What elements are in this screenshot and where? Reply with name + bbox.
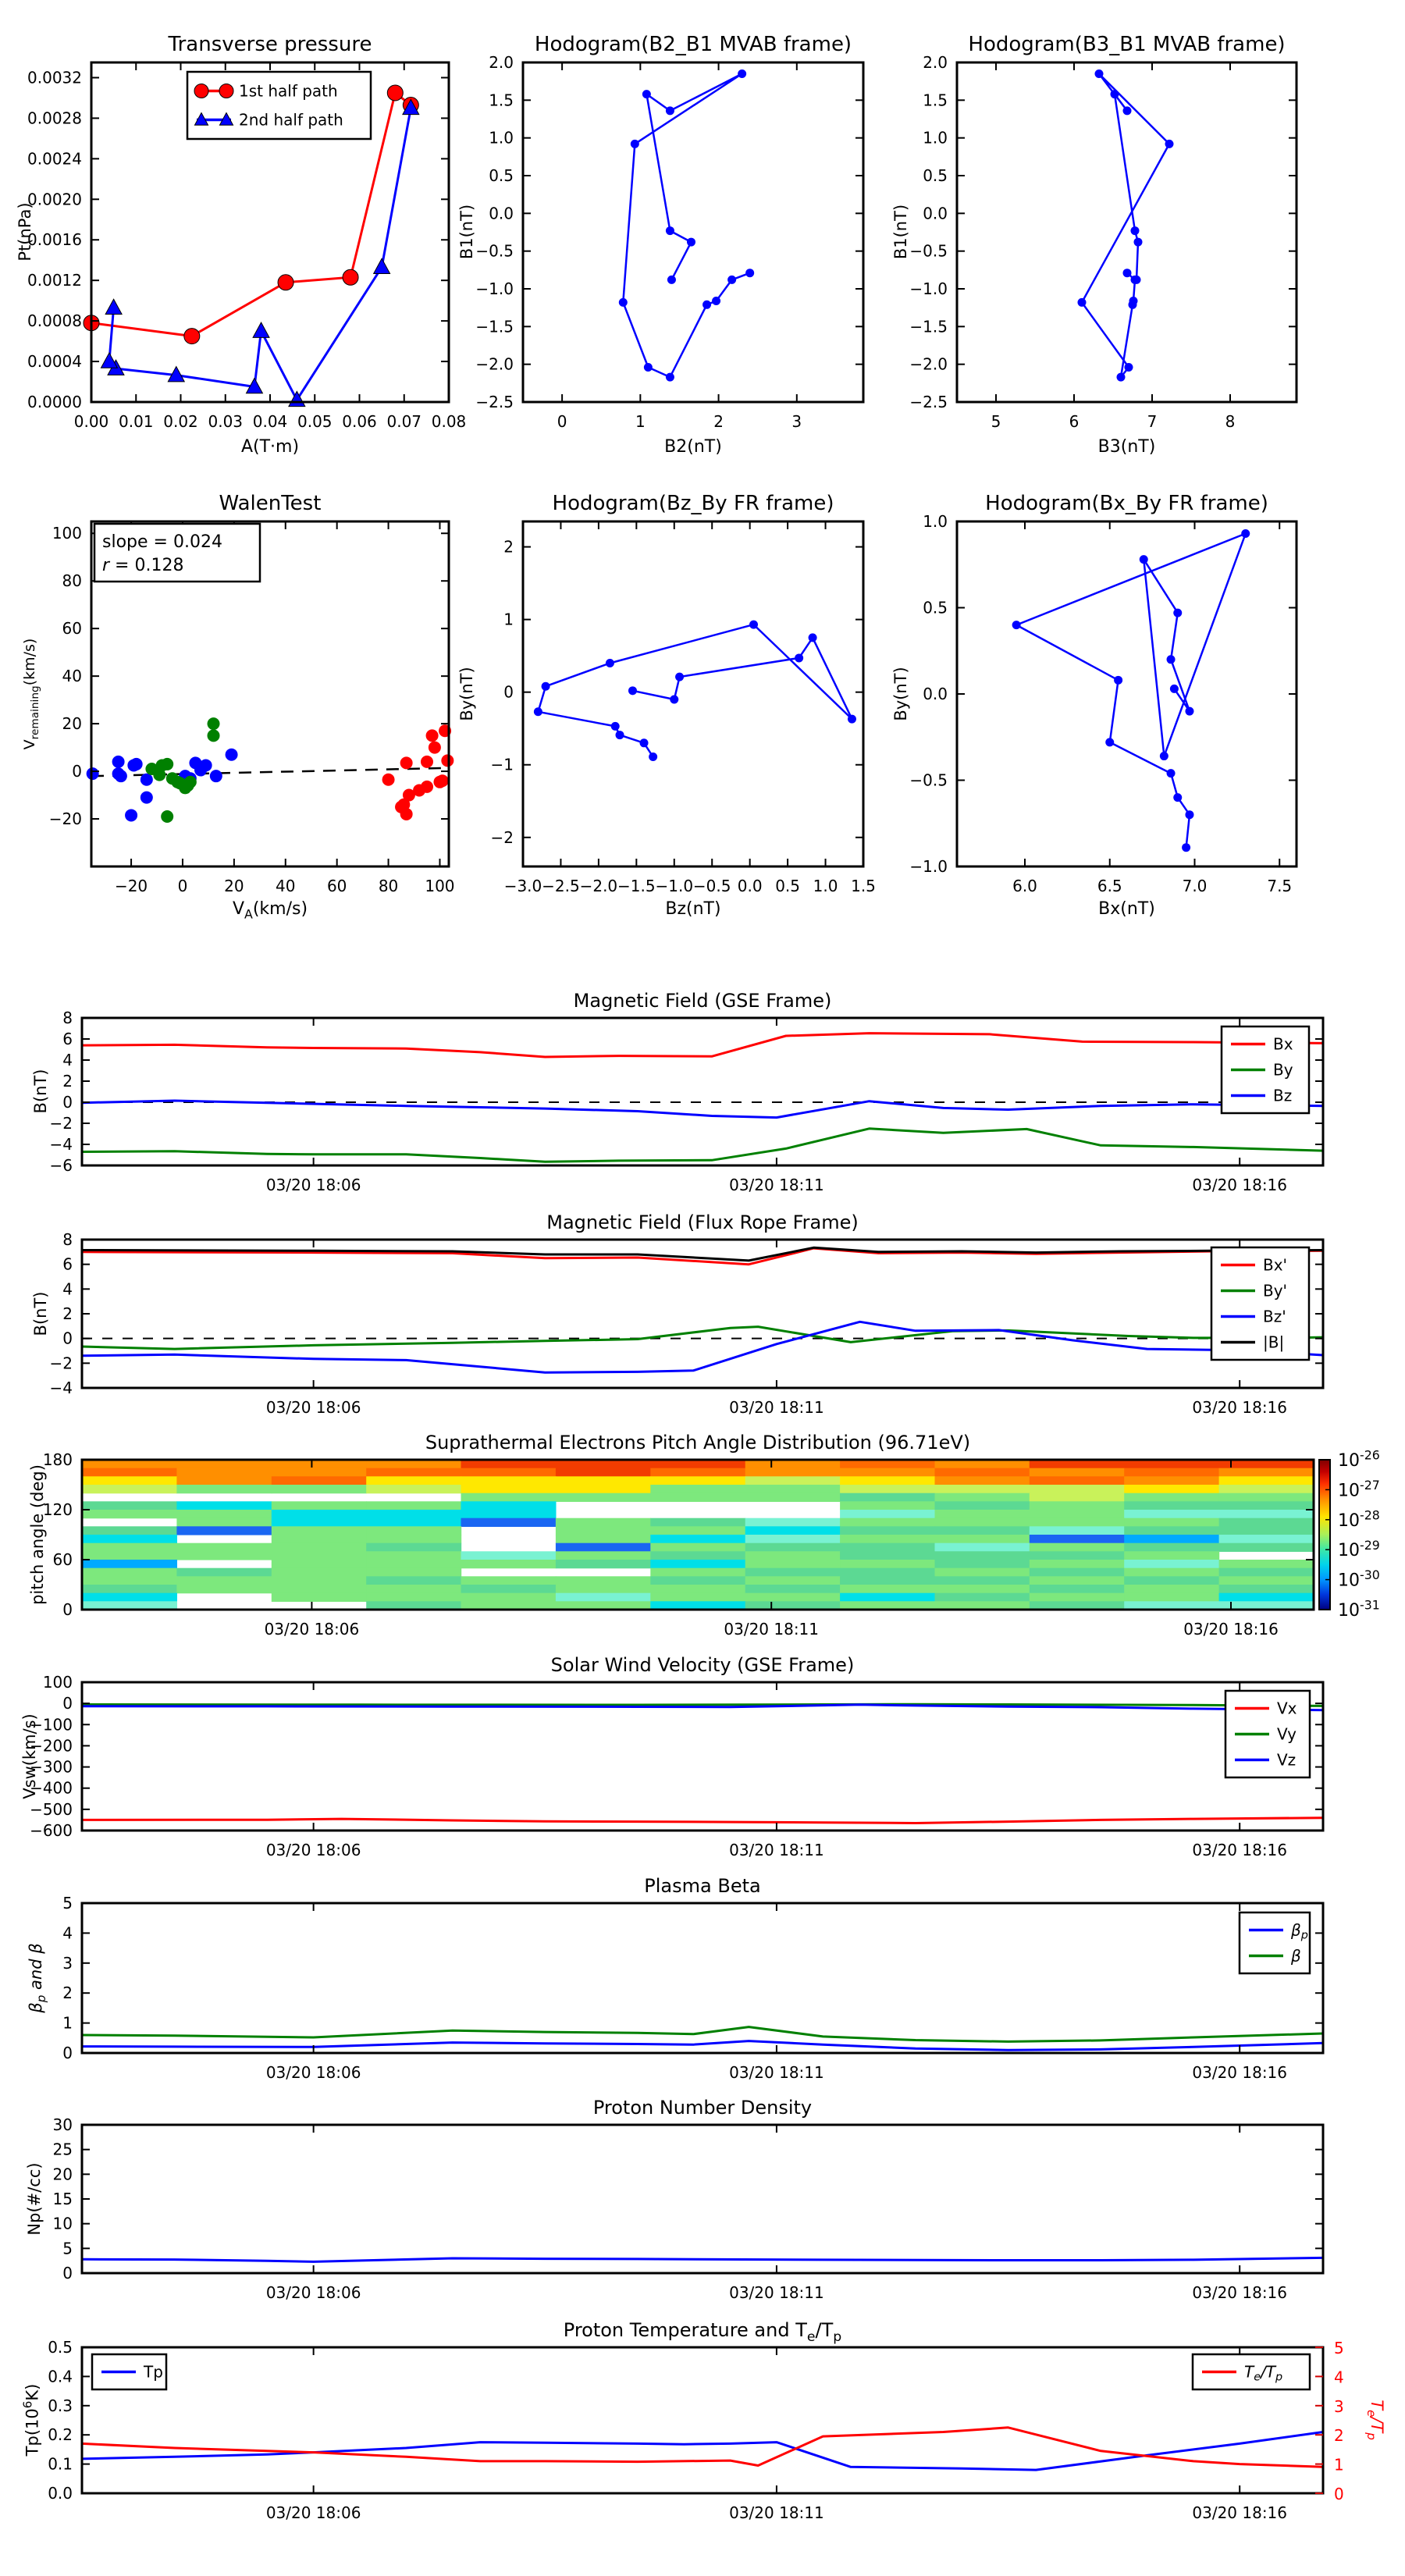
svg-text:0.0: 0.0 — [923, 685, 948, 703]
svg-text:0.2: 0.2 — [48, 2425, 73, 2445]
panel-hodogram-bz-by-plot — [491, 521, 876, 895]
svg-text:−0.5: −0.5 — [692, 877, 731, 895]
svg-text:Vx: Vx — [1277, 1699, 1297, 1718]
svg-text:03/20 18:06: 03/20 18:06 — [264, 1620, 360, 1638]
svg-text:40: 40 — [276, 877, 296, 895]
svg-text:0.01: 0.01 — [118, 412, 154, 431]
svg-text:0: 0 — [62, 2264, 73, 2282]
svg-text:0.0032: 0.0032 — [27, 68, 82, 87]
svg-text:03/20 18:16: 03/20 18:16 — [1192, 1176, 1288, 1194]
svg-text:0.0016: 0.0016 — [27, 230, 82, 250]
svg-text:10-29: $10^{-29}$ — [1338, 1537, 1380, 1561]
panel-title-hodogram-b2-b1: Hodogram(B2_B1 MVAB frame) — [534, 33, 852, 56]
svg-text:60: 60 — [326, 877, 347, 895]
svg-text:10-28: $10^{-28}$ — [1338, 1507, 1380, 1531]
svg-text:3: 3 — [1334, 2396, 1344, 2416]
yaxis-label-hodogram-b3-b1: B1(nT) — [891, 204, 910, 260]
xaxis-label-hodogram-bz-by: Bz(nT) — [665, 899, 721, 919]
svg-text:6.0: 6.0 — [1012, 877, 1037, 895]
svg-text:1.0: 1.0 — [923, 128, 948, 148]
svg-text:80: 80 — [62, 571, 82, 591]
svg-text:0.0020: 0.0020 — [27, 190, 82, 209]
panel-title-plasma-beta: Plasma Beta — [644, 1875, 761, 1897]
panel-b-gse-plot — [50, 1009, 1323, 1194]
svg-text:1st half path: 1st half path — [239, 81, 338, 101]
svg-text:Bx': Bx' — [1263, 1255, 1288, 1275]
svg-text:1: 1 — [1334, 2455, 1344, 2475]
svg-text:7: 7 — [1147, 412, 1158, 431]
svg-text:Te/Tp: $T_e/T_p$ — [1244, 2362, 1283, 2384]
svg-text:1.0: 1.0 — [923, 512, 948, 531]
svg-text:7.0: 7.0 — [1182, 877, 1208, 895]
svg-text:−100: −100 — [30, 1715, 73, 1735]
panel-title-proton-temperature: Proton Temperature and $T_e/T_p$ — [563, 2319, 842, 2345]
panel-b-flux-rope-plot — [50, 1230, 1323, 1417]
svg-text:0.0: 0.0 — [737, 877, 763, 895]
svg-text:0: 0 — [62, 1093, 73, 1112]
panel-transverse-pressure-plot — [27, 62, 466, 431]
svg-text:6: 6 — [1069, 412, 1080, 431]
svg-text:−200: −200 — [30, 1736, 73, 1756]
svg-text:25: 25 — [52, 2140, 73, 2159]
svg-text:0.05: 0.05 — [297, 412, 333, 431]
yaxis-label-vsw: Vsw(km/s) — [20, 1713, 39, 1799]
yaxis-label-b-flux-rope: B(nT) — [31, 1291, 50, 1336]
svg-text:−4: −4 — [49, 1135, 73, 1154]
svg-text:03/20 18:06: 03/20 18:06 — [265, 2063, 361, 2082]
svg-text:−500: −500 — [30, 1799, 73, 1819]
svg-text:2: 2 — [62, 1984, 73, 2003]
yaxis-label-te-tp-right: $T_e/T_p$ — [1364, 2400, 1387, 2440]
svg-text:2: 2 — [1334, 2426, 1344, 2446]
svg-text:6: 6 — [62, 1254, 73, 1274]
svg-text:−400: −400 — [30, 1778, 73, 1798]
svg-text:5: 5 — [991, 412, 1001, 431]
panel-plasma-beta-plot — [62, 1894, 1323, 2082]
panel-hodogram-b2-b1-plot — [475, 53, 863, 431]
yaxis-label-walen-test: $V_{remaining}(km/s)$ — [21, 638, 41, 750]
svg-text:03/20 18:06: 03/20 18:06 — [265, 1841, 361, 1859]
svg-text:0: 0 — [177, 877, 188, 895]
svg-text:2: 2 — [62, 1304, 73, 1323]
svg-text:100: 100 — [52, 524, 82, 543]
svg-text:0.5: 0.5 — [923, 598, 948, 617]
svg-text:100: 100 — [42, 1673, 73, 1692]
svg-text:−2: −2 — [490, 827, 514, 847]
svg-text:7.5: 7.5 — [1267, 877, 1293, 895]
svg-text:2: 2 — [62, 1072, 73, 1091]
svg-text:−2: −2 — [49, 1114, 73, 1133]
svg-text:0: 0 — [72, 762, 82, 781]
svg-text:0.04: 0.04 — [252, 412, 288, 431]
svg-text:0: 0 — [503, 682, 514, 702]
svg-text:03/20 18:06: 03/20 18:06 — [265, 1176, 361, 1194]
svg-text:03/20 18:16: 03/20 18:16 — [1192, 2503, 1288, 2522]
svg-text:6: 6 — [62, 1030, 73, 1048]
xaxis-label-hodogram-b3-b1: B3(nT) — [1097, 437, 1156, 457]
panel-title-hodogram-bx-by: Hodogram(Bx_By FR frame) — [985, 492, 1268, 515]
svg-text:By: By — [1273, 1060, 1293, 1080]
svg-text:1: 1 — [62, 2013, 73, 2033]
svg-text:0: 0 — [557, 412, 567, 431]
svg-text:8: 8 — [62, 1230, 73, 1249]
svg-text:0.5: 0.5 — [489, 166, 514, 185]
svg-text:0.0: 0.0 — [48, 2484, 73, 2503]
panel-proton-temperature-plot — [48, 2338, 1344, 2522]
svg-text:−3.0: −3.0 — [503, 877, 542, 895]
panel-title-b-gse: Magnetic Field (GSE Frame) — [573, 990, 832, 1012]
svg-text:−1.5: −1.5 — [475, 317, 514, 336]
svg-text:180: 180 — [42, 1450, 73, 1469]
svg-text:0.07: 0.07 — [386, 412, 422, 431]
svg-text:−0.5: −0.5 — [909, 241, 948, 261]
svg-text:03/20 18:06: 03/20 18:06 — [265, 2503, 361, 2522]
svg-text:8: 8 — [62, 1009, 73, 1027]
xaxis-label-hodogram-b2-b1: B2(nT) — [664, 437, 722, 457]
svg-text:−2.5: −2.5 — [909, 393, 948, 411]
svg-text:5: 5 — [62, 2239, 73, 2258]
svg-text:−1: −1 — [490, 755, 514, 774]
svg-text:03/20 18:11: 03/20 18:11 — [724, 1620, 820, 1638]
svg-text:0.1: 0.1 — [48, 2454, 73, 2474]
panel-title-vsw: Solar Wind Velocity (GSE Frame) — [550, 1654, 855, 1676]
svg-text:4: 4 — [1334, 2368, 1344, 2387]
svg-text:8: 8 — [1225, 412, 1236, 431]
svg-text:1.0: 1.0 — [813, 877, 838, 895]
yaxis-label-proton-temperature: $Tp(10^6K)$ — [20, 2383, 42, 2457]
svg-text:−1.5: −1.5 — [909, 317, 948, 336]
svg-text:2.0: 2.0 — [489, 53, 514, 72]
svg-text:0.0012: 0.0012 — [27, 271, 82, 290]
svg-text:β: β — [1291, 1946, 1301, 1966]
xaxis-label-walen-test: $V_A(km/s)$ — [232, 899, 308, 922]
svg-text:−2.5: −2.5 — [475, 393, 514, 411]
svg-text:0: 0 — [62, 1329, 73, 1348]
svg-text:Bx: Bx — [1273, 1034, 1293, 1054]
svg-text:1.0: 1.0 — [489, 128, 514, 148]
svg-text:03/20 18:11: 03/20 18:11 — [729, 1176, 824, 1194]
svg-text:−2.0: −2.0 — [579, 877, 618, 895]
panel-title-b-flux-rope: Magnetic Field (Flux Rope Frame) — [546, 1212, 859, 1233]
svg-text:1.5: 1.5 — [923, 91, 948, 110]
svg-text:60: 60 — [62, 619, 82, 639]
panel-title-hodogram-b3-b1: Hodogram(B3_B1 MVAB frame) — [968, 33, 1286, 56]
svg-text:1: 1 — [635, 412, 646, 431]
svg-text:100: 100 — [425, 877, 455, 895]
svg-text:10-26: $10^{-26}$ — [1338, 1447, 1380, 1471]
panel-title-hodogram-bz-by: Hodogram(Bz_By FR frame) — [552, 492, 834, 515]
svg-text:0.0008: 0.0008 — [27, 311, 82, 331]
yaxis-label-hodogram-bz-by: By(nT) — [457, 667, 476, 721]
svg-text:2: 2 — [503, 537, 514, 557]
svg-text:Bz: Bz — [1273, 1086, 1293, 1105]
svg-text:0: 0 — [62, 1600, 73, 1619]
svg-text:80: 80 — [378, 877, 399, 895]
svg-text:0.06: 0.06 — [342, 412, 377, 431]
svg-text:−6: −6 — [49, 1156, 73, 1175]
svg-text:−4: −4 — [49, 1379, 73, 1397]
svg-text:20: 20 — [52, 2165, 73, 2184]
svg-text:Vz: Vz — [1277, 1750, 1297, 1770]
svg-text:6.5: 6.5 — [1097, 877, 1122, 895]
panel-title-proton-density: Proton Number Density — [592, 2097, 813, 2119]
xaxis-label-hodogram-bx-by: Bx(nT) — [1098, 899, 1155, 919]
panel-title-electron-pad: Suprathermal Electrons Pitch Angle Distribution (96.71eV) — [425, 1432, 971, 1453]
svg-text:0: 0 — [62, 2044, 73, 2062]
svg-text:−2.5: −2.5 — [542, 877, 580, 895]
svg-text:0.5: 0.5 — [923, 166, 948, 185]
panel-title-transverse-pressure: Transverse pressure — [168, 33, 372, 56]
svg-text:0.0: 0.0 — [923, 204, 948, 223]
svg-text:0: 0 — [62, 1694, 73, 1713]
svg-text:10-27: $10^{-27}$ — [1338, 1478, 1380, 1501]
svg-text:4: 4 — [62, 1279, 73, 1299]
svg-text:2.0: 2.0 — [923, 53, 948, 72]
svg-text:20: 20 — [62, 714, 82, 734]
svg-text:−1.0: −1.0 — [655, 877, 694, 895]
yaxis-label-transverse-pressure: Pt(nPa) — [16, 202, 34, 262]
svg-text:03/20 18:11: 03/20 18:11 — [729, 2283, 824, 2302]
svg-text:0.0004: 0.0004 — [27, 352, 82, 372]
yaxis-label-hodogram-b2-b1: B1(nT) — [457, 204, 476, 260]
panel-proton-density-plot — [53, 2115, 1323, 2302]
yaxis-label-hodogram-bx-by: By(nT) — [891, 667, 910, 721]
svg-text:−1.5: −1.5 — [617, 877, 656, 895]
panel-electron-pad-plot — [43, 1448, 1380, 1638]
svg-text:03/20 18:06: 03/20 18:06 — [265, 2283, 361, 2302]
svg-text:−0.5: −0.5 — [475, 241, 514, 261]
svg-text:10: 10 — [52, 2214, 73, 2233]
svg-text:5: 5 — [1334, 2339, 1344, 2357]
svg-text:10-30: $10^{-30}$ — [1338, 1567, 1380, 1591]
yaxis-label-b-gse: B(nT) — [31, 1069, 50, 1114]
svg-text:0.0024: 0.0024 — [27, 149, 82, 169]
svg-text:120: 120 — [42, 1500, 73, 1519]
svg-text:βp: $\beta_p$ — [1291, 1920, 1308, 1942]
svg-text:03/20 18:11: 03/20 18:11 — [729, 2503, 824, 2522]
svg-text:−600: −600 — [30, 1821, 73, 1840]
svg-text:20: 20 — [224, 877, 244, 895]
svg-text:0.4: 0.4 — [48, 2367, 73, 2386]
svg-text:03/20 18:16: 03/20 18:16 — [1192, 1841, 1288, 1859]
svg-text:1: 1 — [503, 610, 514, 629]
svg-text:03/20 18:16: 03/20 18:16 — [1192, 1398, 1288, 1417]
svg-text:0.03: 0.03 — [208, 412, 244, 431]
svg-text:15: 15 — [52, 2190, 73, 2208]
svg-text:03/20 18:11: 03/20 18:11 — [729, 2063, 824, 2082]
svg-text:5: 5 — [62, 1894, 73, 1912]
svg-text:3: 3 — [791, 412, 802, 431]
svg-text:−1.0: −1.0 — [909, 279, 948, 298]
svg-text:0.00: 0.00 — [73, 412, 109, 431]
svg-text:−300: −300 — [30, 1757, 73, 1777]
svg-text:3: 3 — [62, 1953, 73, 1973]
svg-text:r = 0.128: r = 0.128 — [102, 556, 184, 575]
yaxis-label-electron-pad: pitch angle (deg) — [28, 1464, 47, 1605]
yaxis-label-proton-density: Np(#/cc) — [25, 2162, 44, 2236]
svg-text:0.3: 0.3 — [48, 2396, 73, 2415]
panel-hodogram-bx-by-plot — [909, 512, 1297, 895]
svg-text:1.5: 1.5 — [489, 91, 514, 110]
svg-text:slope = 0.024: slope = 0.024 — [102, 532, 222, 552]
svg-text:40: 40 — [62, 667, 82, 686]
svg-text:−0.5: −0.5 — [909, 770, 948, 790]
svg-text:03/20 18:11: 03/20 18:11 — [729, 1398, 824, 1417]
svg-text:|B|: |B| — [1263, 1332, 1285, 1352]
svg-text:0: 0 — [1334, 2485, 1344, 2503]
svg-text:60: 60 — [52, 1550, 73, 1569]
svg-text:0.0000: 0.0000 — [27, 393, 82, 411]
svg-text:By': By' — [1263, 1281, 1288, 1300]
svg-text:03/20 18:06: 03/20 18:06 — [265, 1398, 361, 1417]
svg-text:0.0: 0.0 — [489, 204, 514, 223]
svg-text:Vy: Vy — [1277, 1724, 1297, 1744]
svg-text:−1.0: −1.0 — [909, 857, 948, 876]
svg-text:03/20 18:11: 03/20 18:11 — [729, 1841, 824, 1859]
svg-text:4: 4 — [62, 1923, 73, 1943]
xaxis-label-transverse-pressure: A(T·m) — [240, 437, 300, 457]
svg-text:0.02: 0.02 — [163, 412, 198, 431]
svg-text:4: 4 — [62, 1051, 73, 1069]
svg-text:10-31: $10^{-31}$ — [1338, 1597, 1380, 1621]
svg-text:1.5: 1.5 — [851, 877, 876, 895]
svg-text:−20: −20 — [48, 809, 82, 829]
svg-text:03/20 18:16: 03/20 18:16 — [1192, 2063, 1288, 2082]
panel-vsw-plot — [30, 1673, 1323, 1859]
svg-text:−20: −20 — [114, 877, 148, 895]
svg-text:03/20 18:16: 03/20 18:16 — [1183, 1620, 1279, 1638]
svg-text:−2.0: −2.0 — [909, 354, 948, 374]
svg-text:0.0028: 0.0028 — [27, 109, 82, 128]
svg-text:2nd half path: 2nd half path — [239, 110, 343, 130]
svg-text:−2: −2 — [49, 1354, 73, 1373]
svg-text:2: 2 — [713, 412, 724, 431]
svg-text:Tp: Tp — [144, 2362, 163, 2382]
svg-text:0.5: 0.5 — [775, 877, 801, 895]
svg-text:−2.0: −2.0 — [475, 354, 514, 374]
svg-text:03/20 18:16: 03/20 18:16 — [1192, 2283, 1288, 2302]
panel-hodogram-b3-b1-plot — [909, 53, 1297, 431]
svg-text:−1.0: −1.0 — [475, 279, 514, 298]
yaxis-label-plasma-beta: $\beta_p$ and β — [26, 1943, 49, 2013]
svg-text:0.08: 0.08 — [431, 412, 467, 431]
svg-text:Bz': Bz' — [1263, 1307, 1286, 1326]
svg-text:30: 30 — [52, 2115, 73, 2134]
panel-walen-test-plot — [49, 521, 455, 895]
panel-title-walen-test: WalenTest — [219, 492, 322, 515]
svg-text:0.5: 0.5 — [48, 2338, 73, 2357]
